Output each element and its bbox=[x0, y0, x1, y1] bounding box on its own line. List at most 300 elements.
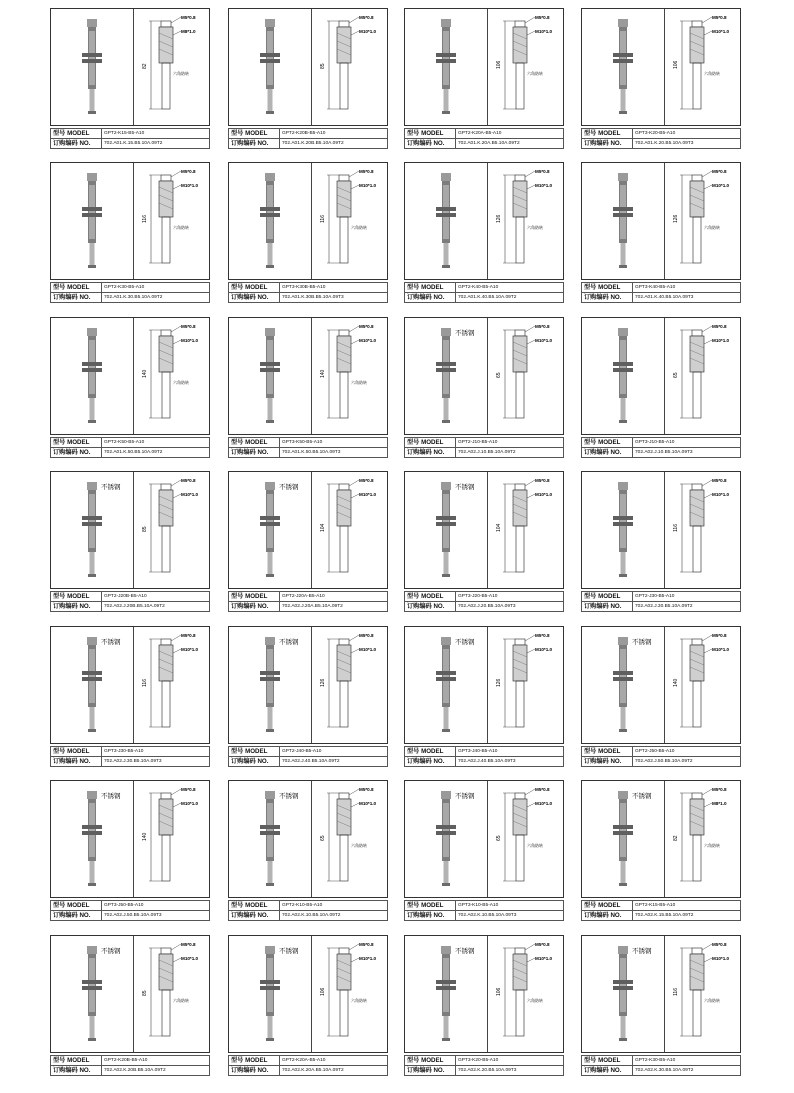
model-value: GPT2-K20B-B5-A10 bbox=[102, 1056, 210, 1066]
model-row bbox=[51, 592, 210, 602]
product-info-table bbox=[50, 128, 210, 149]
model-label: 型号 MODEL bbox=[51, 901, 102, 911]
order-label: 订购编码 NO. bbox=[582, 757, 633, 767]
order-label: 订购编码 NO. bbox=[405, 602, 456, 612]
model-value: GPT3-J50-B5-A10 bbox=[102, 901, 210, 911]
probe-photo-image bbox=[231, 167, 309, 275]
technical-drawing bbox=[666, 785, 738, 893]
probe-photo-image bbox=[407, 322, 485, 430]
order-row bbox=[51, 1066, 210, 1076]
product-info-table bbox=[50, 437, 210, 458]
kelvin-thread-label: M5*0.8 bbox=[535, 478, 550, 483]
product-frame bbox=[404, 626, 564, 744]
product-card bbox=[228, 780, 388, 919]
total-length-dimension: 85 bbox=[142, 526, 148, 532]
product-card bbox=[581, 471, 741, 610]
model-row bbox=[51, 438, 210, 448]
body-thread-label: M10*1.0 bbox=[359, 956, 377, 961]
model-value: GPT2-J20B-B5-A10 bbox=[102, 592, 210, 602]
technical-drawing bbox=[666, 322, 738, 430]
product-photo bbox=[53, 940, 131, 1048]
technical-drawing bbox=[135, 631, 207, 739]
product-frame bbox=[50, 780, 210, 898]
probe-photo-image bbox=[53, 167, 131, 275]
dimension-drawing bbox=[666, 476, 738, 584]
dimension-drawing bbox=[135, 322, 207, 430]
kelvin-thread-label: M5*0.8 bbox=[181, 169, 196, 174]
model-row bbox=[229, 129, 388, 139]
product-photo bbox=[584, 322, 662, 430]
body-thread-label: M10*1.0 bbox=[712, 338, 730, 343]
model-label: 型号 MODEL bbox=[51, 438, 102, 448]
order-row bbox=[582, 757, 741, 767]
total-length-dimension: 116 bbox=[673, 988, 679, 996]
product-card bbox=[228, 626, 388, 765]
kelvin-thread-label: M5*0.8 bbox=[181, 324, 196, 329]
model-label: 型号 MODEL bbox=[405, 283, 456, 293]
model-row bbox=[405, 1056, 564, 1066]
kelvin-thread-label: M5*0.8 bbox=[535, 787, 550, 792]
divider bbox=[133, 9, 134, 125]
model-label: 型号 MODEL bbox=[229, 283, 280, 293]
order-row bbox=[582, 911, 741, 921]
probe-photo-image bbox=[53, 785, 131, 893]
product-info-table bbox=[581, 1055, 741, 1076]
dimension-drawing bbox=[135, 785, 207, 893]
order-value: 702.A01.K.50.B5.10A.09T3 bbox=[280, 448, 388, 458]
product-card bbox=[404, 317, 564, 456]
divider bbox=[311, 627, 312, 743]
model-label: 型号 MODEL bbox=[229, 901, 280, 911]
order-label: 订购编码 NO. bbox=[405, 293, 456, 303]
order-value: 702.A02.J.40.B5.10A.09T2 bbox=[280, 757, 388, 767]
stainless-steel-label: 不锈钢 bbox=[101, 484, 121, 491]
product-info-table bbox=[581, 282, 741, 303]
dimension-drawing bbox=[135, 476, 207, 584]
order-label: 订购编码 NO. bbox=[51, 293, 102, 303]
order-value: 702.A01.K.20.B5.10A.09T3 bbox=[633, 139, 741, 149]
model-value: GPT3-K10-B5-A10 bbox=[456, 901, 564, 911]
order-value: 702.A01.K.40.B5.10A.09T3 bbox=[633, 293, 741, 303]
order-value: 702.A02.K.10.B5.10A.09T2 bbox=[280, 911, 388, 921]
order-row bbox=[229, 757, 388, 767]
order-value: 702.A01.K.50.B5.10A.09T2 bbox=[102, 448, 210, 458]
product-photo bbox=[407, 476, 485, 584]
body-thread-label: M10*1.0 bbox=[712, 492, 730, 497]
order-label: 订购编码 NO. bbox=[582, 293, 633, 303]
model-row bbox=[405, 283, 564, 293]
divider bbox=[487, 163, 488, 279]
body-thread-label: M10*1.0 bbox=[712, 647, 730, 652]
stainless-steel-label: 不锈钢 bbox=[101, 948, 121, 955]
divider bbox=[133, 472, 134, 588]
stainless-steel-label: 不锈钢 bbox=[455, 948, 475, 955]
model-label: 型号 MODEL bbox=[582, 901, 633, 911]
probe-photo-image bbox=[231, 476, 309, 584]
probe-photo-image bbox=[231, 785, 309, 893]
anti-rotation-hex-label: 六角防转 bbox=[527, 998, 543, 1003]
dimension-drawing bbox=[135, 13, 207, 121]
probe-photo-image bbox=[407, 167, 485, 275]
order-value: 702.A02.K.30.B5.10A.09T2 bbox=[633, 1066, 741, 1076]
stainless-steel-label: 不锈钢 bbox=[101, 793, 121, 800]
product-info-table bbox=[581, 437, 741, 458]
order-row bbox=[229, 448, 388, 458]
model-label: 型号 MODEL bbox=[229, 129, 280, 139]
order-row bbox=[51, 911, 210, 921]
divider bbox=[133, 936, 134, 1052]
divider bbox=[133, 318, 134, 434]
order-label: 订购编码 NO. bbox=[405, 757, 456, 767]
stainless-steel-label: 不锈钢 bbox=[632, 639, 652, 646]
model-value: GPT2-J50-B5-A10 bbox=[633, 747, 741, 757]
dimension-drawing bbox=[313, 631, 385, 739]
product-photo bbox=[231, 940, 309, 1048]
product-info-table bbox=[404, 437, 564, 458]
order-value: 702.A02.J.50.B5.10A.09T3 bbox=[102, 911, 210, 921]
order-label: 订购编码 NO. bbox=[582, 911, 633, 921]
technical-drawing bbox=[313, 785, 385, 893]
body-thread-label: M10*1.0 bbox=[535, 29, 553, 34]
technical-drawing bbox=[313, 322, 385, 430]
product-card bbox=[581, 317, 741, 456]
dimension-drawing bbox=[489, 940, 561, 1048]
probe-photo-image bbox=[407, 631, 485, 739]
model-row bbox=[405, 747, 564, 757]
model-row bbox=[582, 747, 741, 757]
kelvin-thread-label: M5*0.8 bbox=[712, 633, 727, 638]
product-photo bbox=[231, 13, 309, 121]
product-card bbox=[228, 317, 388, 456]
product-frame bbox=[50, 626, 210, 744]
product-card bbox=[50, 471, 210, 610]
product-info-table bbox=[228, 128, 388, 149]
product-card bbox=[404, 780, 564, 919]
order-label: 订购编码 NO. bbox=[229, 139, 280, 149]
anti-rotation-hex-label: 六角防转 bbox=[351, 843, 367, 848]
divider bbox=[487, 318, 488, 434]
order-row bbox=[51, 139, 210, 149]
total-length-dimension: 106 bbox=[673, 60, 679, 69]
order-row bbox=[582, 1066, 741, 1076]
probe-photo-image bbox=[231, 322, 309, 430]
total-length-dimension: 65 bbox=[496, 835, 502, 841]
product-info-table bbox=[581, 900, 741, 921]
model-label: 型号 MODEL bbox=[51, 129, 102, 139]
technical-drawing bbox=[489, 631, 561, 739]
product-info-table bbox=[404, 900, 564, 921]
order-value: 702.A01.K.30.B5.10A.09T2 bbox=[102, 293, 210, 303]
order-row bbox=[405, 448, 564, 458]
technical-drawing bbox=[135, 322, 207, 430]
anti-rotation-hex-label: 六角防转 bbox=[173, 380, 189, 385]
product-info-table bbox=[581, 746, 741, 767]
total-length-dimension: 65 bbox=[673, 372, 679, 378]
model-value: GPT3-J20-B5-A10 bbox=[456, 592, 564, 602]
product-info-table bbox=[404, 746, 564, 767]
model-row bbox=[582, 592, 741, 602]
dimension-drawing bbox=[135, 940, 207, 1048]
technical-drawing bbox=[135, 785, 207, 893]
model-value: GPT2-K20B-B5-A10 bbox=[280, 129, 388, 139]
kelvin-thread-label: M5*0.8 bbox=[359, 942, 374, 947]
body-thread-label: M10*1.0 bbox=[535, 492, 553, 497]
dimension-drawing bbox=[313, 785, 385, 893]
stainless-steel-label: 不锈钢 bbox=[455, 484, 475, 491]
product-frame bbox=[228, 471, 388, 589]
model-value: GPT2-K20A-B5-A10 bbox=[280, 1056, 388, 1066]
product-photo bbox=[53, 167, 131, 275]
probe-photo-image bbox=[584, 631, 662, 739]
kelvin-thread-label: M5*0.8 bbox=[359, 478, 374, 483]
technical-drawing bbox=[666, 476, 738, 584]
product-frame bbox=[581, 471, 741, 589]
probe-photo-image bbox=[584, 785, 662, 893]
product-card bbox=[50, 162, 210, 301]
order-label: 订购编码 NO. bbox=[405, 448, 456, 458]
divider bbox=[133, 627, 134, 743]
kelvin-thread-label: M5*0.8 bbox=[181, 478, 196, 483]
model-row bbox=[582, 129, 741, 139]
divider bbox=[487, 9, 488, 125]
divider bbox=[311, 936, 312, 1052]
product-info-table bbox=[404, 591, 564, 612]
order-row bbox=[229, 293, 388, 303]
model-value: GPT3-J40-B5-A10 bbox=[456, 747, 564, 757]
product-info-table bbox=[228, 437, 388, 458]
product-info-table bbox=[228, 746, 388, 767]
product-frame bbox=[581, 8, 741, 126]
stainless-steel-label: 不锈钢 bbox=[279, 793, 299, 800]
order-row bbox=[51, 602, 210, 612]
kelvin-thread-label: M5*0.8 bbox=[535, 633, 550, 638]
technical-drawing bbox=[313, 13, 385, 121]
product-card bbox=[404, 626, 564, 765]
kelvin-thread-label: M5*0.8 bbox=[535, 15, 550, 20]
dimension-drawing bbox=[313, 322, 385, 430]
product-photo bbox=[231, 167, 309, 275]
model-label: 型号 MODEL bbox=[405, 129, 456, 139]
kelvin-thread-label: M5*0.8 bbox=[712, 15, 727, 20]
model-value: GPT2-K30-B5-A10 bbox=[102, 283, 210, 293]
product-card bbox=[581, 935, 741, 1074]
total-length-dimension: 82 bbox=[673, 835, 679, 841]
model-value: GPT3-J10-B5-A10 bbox=[633, 438, 741, 448]
divider bbox=[664, 9, 665, 125]
dimension-drawing bbox=[666, 167, 738, 275]
technical-drawing bbox=[135, 167, 207, 275]
product-info-table bbox=[50, 900, 210, 921]
dimension-drawing bbox=[666, 940, 738, 1048]
anti-rotation-hex-label: 六角防转 bbox=[351, 998, 367, 1003]
order-row bbox=[405, 911, 564, 921]
order-value: 702.A02.J.30.B5.10A.09T3 bbox=[102, 757, 210, 767]
model-value: GPT2-K50-B5-A10 bbox=[102, 438, 210, 448]
technical-drawing bbox=[489, 785, 561, 893]
order-value: 702.A01.K.30B.B5.10A.09T3 bbox=[280, 293, 388, 303]
divider bbox=[664, 318, 665, 434]
order-label: 订购编码 NO. bbox=[405, 1066, 456, 1076]
product-frame bbox=[404, 935, 564, 1053]
kelvin-thread-label: M5*0.8 bbox=[535, 942, 550, 947]
dimension-drawing bbox=[135, 167, 207, 275]
order-value: 702.A02.K.10.B5.10A.09T3 bbox=[456, 911, 564, 921]
product-frame bbox=[228, 317, 388, 435]
model-row bbox=[229, 1056, 388, 1066]
kelvin-thread-label: M5*0.8 bbox=[712, 478, 727, 483]
technical-drawing bbox=[489, 13, 561, 121]
kelvin-thread-label: M5*0.8 bbox=[712, 942, 727, 947]
model-label: 型号 MODEL bbox=[405, 592, 456, 602]
product-frame bbox=[404, 8, 564, 126]
dimension-drawing bbox=[489, 476, 561, 584]
stainless-steel-label: 不锈钢 bbox=[632, 793, 652, 800]
body-thread-label: M10*1.0 bbox=[535, 183, 553, 188]
body-thread-label: M10*1.0 bbox=[535, 647, 553, 652]
anti-rotation-hex-label: 六角防转 bbox=[173, 225, 189, 230]
anti-rotation-hex-label: 六角防转 bbox=[704, 843, 720, 848]
model-row bbox=[229, 438, 388, 448]
total-length-dimension: 106 bbox=[496, 987, 502, 996]
dimension-drawing bbox=[666, 785, 738, 893]
kelvin-thread-label: M5*0.8 bbox=[535, 324, 550, 329]
kelvin-thread-label: M5*0.8 bbox=[359, 787, 374, 792]
product-frame bbox=[228, 162, 388, 280]
model-label: 型号 MODEL bbox=[582, 747, 633, 757]
probe-photo-image bbox=[584, 322, 662, 430]
model-value: GPT2-K20A-B5-A10 bbox=[456, 129, 564, 139]
order-row bbox=[405, 293, 564, 303]
product-info-table bbox=[581, 128, 741, 149]
product-frame bbox=[404, 317, 564, 435]
dimension-drawing bbox=[313, 167, 385, 275]
kelvin-thread-label: M5*0.8 bbox=[181, 633, 196, 638]
product-photo bbox=[584, 13, 662, 121]
kelvin-thread-label: M5*0.8 bbox=[359, 324, 374, 329]
total-length-dimension: 82 bbox=[142, 63, 148, 69]
order-row bbox=[229, 602, 388, 612]
order-label: 订购编码 NO. bbox=[51, 602, 102, 612]
dimension-drawing bbox=[313, 13, 385, 121]
body-thread-label: M10*1.0 bbox=[712, 183, 730, 188]
product-photo bbox=[584, 631, 662, 739]
body-thread-label: M10*1.0 bbox=[535, 801, 553, 806]
product-info-table bbox=[228, 1055, 388, 1076]
probe-photo-image bbox=[53, 13, 131, 121]
product-card bbox=[50, 935, 210, 1074]
probe-photo-image bbox=[407, 476, 485, 584]
model-value: GPT3-K30B-B5-A10 bbox=[280, 283, 388, 293]
anti-rotation-hex-label: 六角防转 bbox=[704, 998, 720, 1003]
product-info-table bbox=[228, 591, 388, 612]
technical-drawing bbox=[135, 13, 207, 121]
kelvin-thread-label: M5*0.8 bbox=[712, 169, 727, 174]
probe-photo-image bbox=[584, 167, 662, 275]
product-photo bbox=[407, 13, 485, 121]
product-frame bbox=[228, 935, 388, 1053]
model-value: GPT2-K40-B5-A10 bbox=[456, 283, 564, 293]
model-value: GPT2-K10-B5-A10 bbox=[280, 901, 388, 911]
dimension-drawing bbox=[313, 940, 385, 1048]
kelvin-thread-label: M5*0.8 bbox=[712, 787, 727, 792]
product-card bbox=[228, 162, 388, 301]
kelvin-thread-label: M5*0.8 bbox=[181, 787, 196, 792]
product-frame bbox=[50, 162, 210, 280]
order-label: 订购编码 NO. bbox=[229, 1066, 280, 1076]
order-label: 订购编码 NO. bbox=[229, 911, 280, 921]
anti-rotation-hex-label: 六角防转 bbox=[351, 225, 367, 230]
divider bbox=[133, 781, 134, 897]
product-card bbox=[581, 626, 741, 765]
product-frame bbox=[581, 935, 741, 1053]
product-frame bbox=[404, 471, 564, 589]
order-label: 订购编码 NO. bbox=[51, 911, 102, 921]
probe-photo-image bbox=[53, 322, 131, 430]
order-label: 订购编码 NO. bbox=[405, 911, 456, 921]
model-row bbox=[405, 592, 564, 602]
stainless-steel-label: 不锈钢 bbox=[101, 639, 121, 646]
technical-drawing bbox=[313, 167, 385, 275]
order-value: 702.A01.K.15.B5.10A.09T2 bbox=[102, 139, 210, 149]
stainless-steel-label: 不锈钢 bbox=[279, 484, 299, 491]
body-thread-label: M10*1.0 bbox=[535, 338, 553, 343]
probe-photo-image bbox=[53, 631, 131, 739]
model-row bbox=[582, 438, 741, 448]
product-info-table bbox=[404, 282, 564, 303]
model-value: GPT3-K20-B5-A10 bbox=[456, 1056, 564, 1066]
model-value: GPT2-K30-B5-A10 bbox=[633, 1056, 741, 1066]
product-frame bbox=[50, 317, 210, 435]
product-frame bbox=[404, 162, 564, 280]
technical-drawing bbox=[666, 167, 738, 275]
model-value: GPT3-K20-B5-A10 bbox=[633, 129, 741, 139]
divider bbox=[664, 163, 665, 279]
total-length-dimension: 104 bbox=[496, 523, 502, 532]
technical-drawing bbox=[489, 167, 561, 275]
total-length-dimension: 140 bbox=[673, 678, 679, 687]
total-length-dimension: 85 bbox=[142, 990, 148, 996]
product-photo bbox=[584, 476, 662, 584]
order-value: 702.A02.J.40.B5.10A.09T3 bbox=[456, 757, 564, 767]
model-row bbox=[51, 901, 210, 911]
divider bbox=[311, 9, 312, 125]
body-thread-label: M10*1.0 bbox=[359, 647, 377, 652]
order-label: 订购编码 NO. bbox=[582, 602, 633, 612]
dimension-drawing bbox=[666, 322, 738, 430]
order-row bbox=[405, 1066, 564, 1076]
anti-rotation-hex-label: 六角防转 bbox=[704, 225, 720, 230]
order-value: 702.A02.J.10.B5.10A.09T3 bbox=[633, 448, 741, 458]
product-info-table bbox=[404, 128, 564, 149]
probe-photo-image bbox=[231, 631, 309, 739]
dimension-drawing bbox=[135, 631, 207, 739]
order-value: 702.A02.K.20A.B5.10A.09T2 bbox=[280, 1066, 388, 1076]
product-card bbox=[50, 780, 210, 919]
order-label: 订购编码 NO. bbox=[229, 293, 280, 303]
total-length-dimension: 140 bbox=[320, 369, 326, 378]
technical-drawing bbox=[489, 476, 561, 584]
probe-photo-image bbox=[407, 785, 485, 893]
model-label: 型号 MODEL bbox=[405, 1056, 456, 1066]
model-value: GPT3-J30-B5-A10 bbox=[102, 747, 210, 757]
anti-rotation-hex-label: 六角防转 bbox=[527, 843, 543, 848]
body-thread-label: M10*1.0 bbox=[181, 647, 199, 652]
body-thread-label: M10*1.0 bbox=[359, 338, 377, 343]
probe-photo-image bbox=[584, 476, 662, 584]
total-length-dimension: 126 bbox=[673, 214, 679, 223]
product-photo bbox=[584, 167, 662, 275]
divider bbox=[133, 163, 134, 279]
